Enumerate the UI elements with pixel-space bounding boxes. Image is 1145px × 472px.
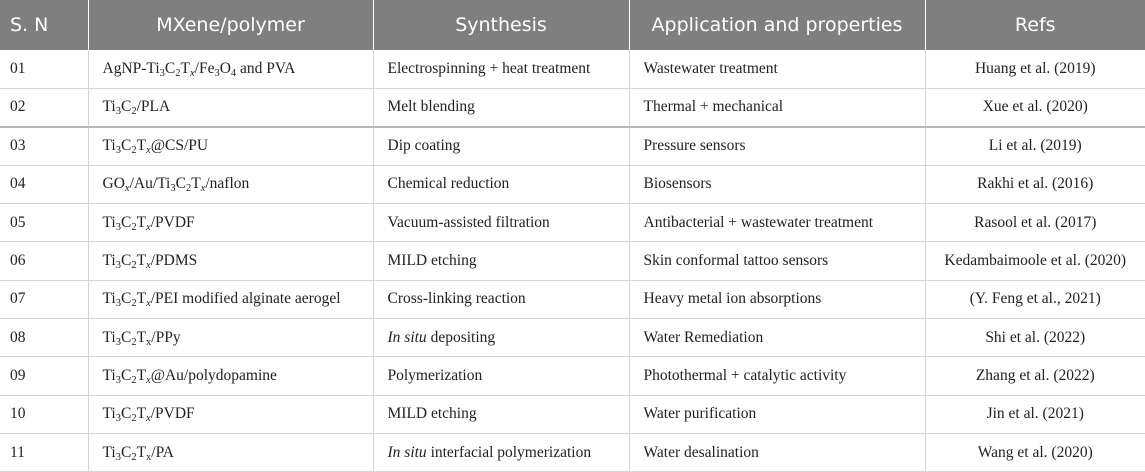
cell-ref: Huang et al. (2019)	[925, 50, 1145, 88]
cell-mxene-polymer: $Ti_3C_2$/PLA	[88, 88, 373, 126]
cell-sn: 05	[0, 203, 88, 241]
cell-application: Thermal + mechanical	[629, 88, 925, 126]
cell-mxene-polymer: $Ti_3C_2T_x@Au$/polydopamine	[88, 357, 373, 395]
cell-application: Skin conformal tattoo sensors	[629, 242, 925, 280]
cell-sn: 03	[0, 127, 88, 165]
cell-sn: 01	[0, 50, 88, 88]
cell-synthesis: In situ depositing	[373, 319, 629, 357]
cell-ref: Xue et al. (2020)	[925, 88, 1145, 126]
table-row	[0, 319, 1145, 357]
cell-mxene-polymer: $Ti_3C_2T_x$/PPy	[88, 319, 373, 357]
cell-application: Biosensors	[629, 165, 925, 203]
cell-ref: Rasool et al. (2017)	[925, 203, 1145, 241]
cell-synthesis: Vacuum-assisted filtration	[373, 203, 629, 241]
cell-mxene-polymer: $Ti_3C_2T_x$/PDMS	[88, 242, 373, 280]
table-header	[0, 0, 1145, 50]
cell-application: Photothermal + catalytic activity	[629, 357, 925, 395]
cell-synthesis: In situ interfacial polymerization	[373, 434, 629, 472]
cell-sn: 10	[0, 395, 88, 433]
cell-application: Pressure sensors	[629, 127, 925, 165]
table-row	[0, 395, 1145, 433]
cell-ref: Rakhi et al. (2016)	[925, 165, 1145, 203]
header-row	[0, 0, 1145, 50]
cell-sn: 09	[0, 357, 88, 395]
cell-ref: Wang et al. (2020)	[925, 434, 1145, 472]
cell-application: Water purification	[629, 395, 925, 433]
cell-synthesis: Melt blending	[373, 88, 629, 126]
cell-synthesis: MILD etching	[373, 242, 629, 280]
cell-mxene-polymer: $Ti_3C_2T_x$/PVDF	[88, 203, 373, 241]
cell-ref: Kedambaimoole et al. (2020)	[925, 242, 1145, 280]
cell-synthesis: Electrospinning + heat treatment	[373, 50, 629, 88]
table-row	[0, 50, 1145, 88]
table-row	[0, 127, 1145, 165]
header-sn: S. N	[0, 0, 88, 50]
cell-application: Water desalination	[629, 434, 925, 472]
cell-application: Antibacterial + wastewater treatment	[629, 203, 925, 241]
header-application: Application and properties	[629, 0, 925, 50]
table-row	[0, 88, 1145, 126]
cell-sn: 07	[0, 280, 88, 318]
cell-mxene-polymer: AgNP-$Ti_3C_2T_x/Fe_3O_4$ and PVA	[88, 50, 373, 88]
cell-mxene-polymer: $Ti_3C_2T_x/PA$	[88, 434, 373, 472]
cell-application: Water Remediation	[629, 319, 925, 357]
cell-mxene-polymer: $Ti_3C_2T_x@CS/PU$	[88, 127, 373, 165]
cell-mxene-polymer: $Ti_3C_2T_x$/PEI modified alginate aerogel	[88, 280, 373, 318]
cell-synthesis: Chemical reduction	[373, 165, 629, 203]
cell-sn: 04	[0, 165, 88, 203]
table-row	[0, 242, 1145, 280]
cell-application: Heavy metal ion absorptions	[629, 280, 925, 318]
table-body	[0, 50, 1145, 472]
table-row	[0, 203, 1145, 241]
table-row	[0, 165, 1145, 203]
cell-sn: 11	[0, 434, 88, 472]
cell-mxene-polymer: $Ti_3C_2T_x$/PVDF	[88, 395, 373, 433]
cell-ref: Li et al. (2019)	[925, 127, 1145, 165]
cell-synthesis: Polymerization	[373, 357, 629, 395]
header-synthesis: Synthesis	[373, 0, 629, 50]
header-refs: Refs	[1014, 14, 1056, 36]
table-row	[0, 357, 1145, 395]
cell-sn: 06	[0, 242, 88, 280]
table-row	[0, 280, 1145, 318]
header-mxene-polymer: MXene/polymer	[88, 0, 373, 50]
cell-synthesis: Dip coating	[373, 127, 629, 165]
table-row	[0, 434, 1145, 472]
cell-synthesis: Cross-linking reaction	[373, 280, 629, 318]
cell-ref: (Y. Feng et al., 2021)	[925, 280, 1145, 318]
cell-synthesis: MILD etching	[373, 395, 629, 433]
cell-application: Wastewater treatment	[629, 50, 925, 88]
cell-ref: Jin et al. (2021)	[925, 395, 1145, 433]
cell-sn: 02	[0, 88, 88, 126]
cell-ref: Zhang et al. (2022)	[925, 357, 1145, 395]
cell-mxene-polymer: $GO_x/Au/Ti_3C_2T_x$/naflon	[88, 165, 373, 203]
cell-sn: 08	[0, 319, 88, 357]
cell-ref: Shi et al. (2022)	[925, 319, 1145, 357]
